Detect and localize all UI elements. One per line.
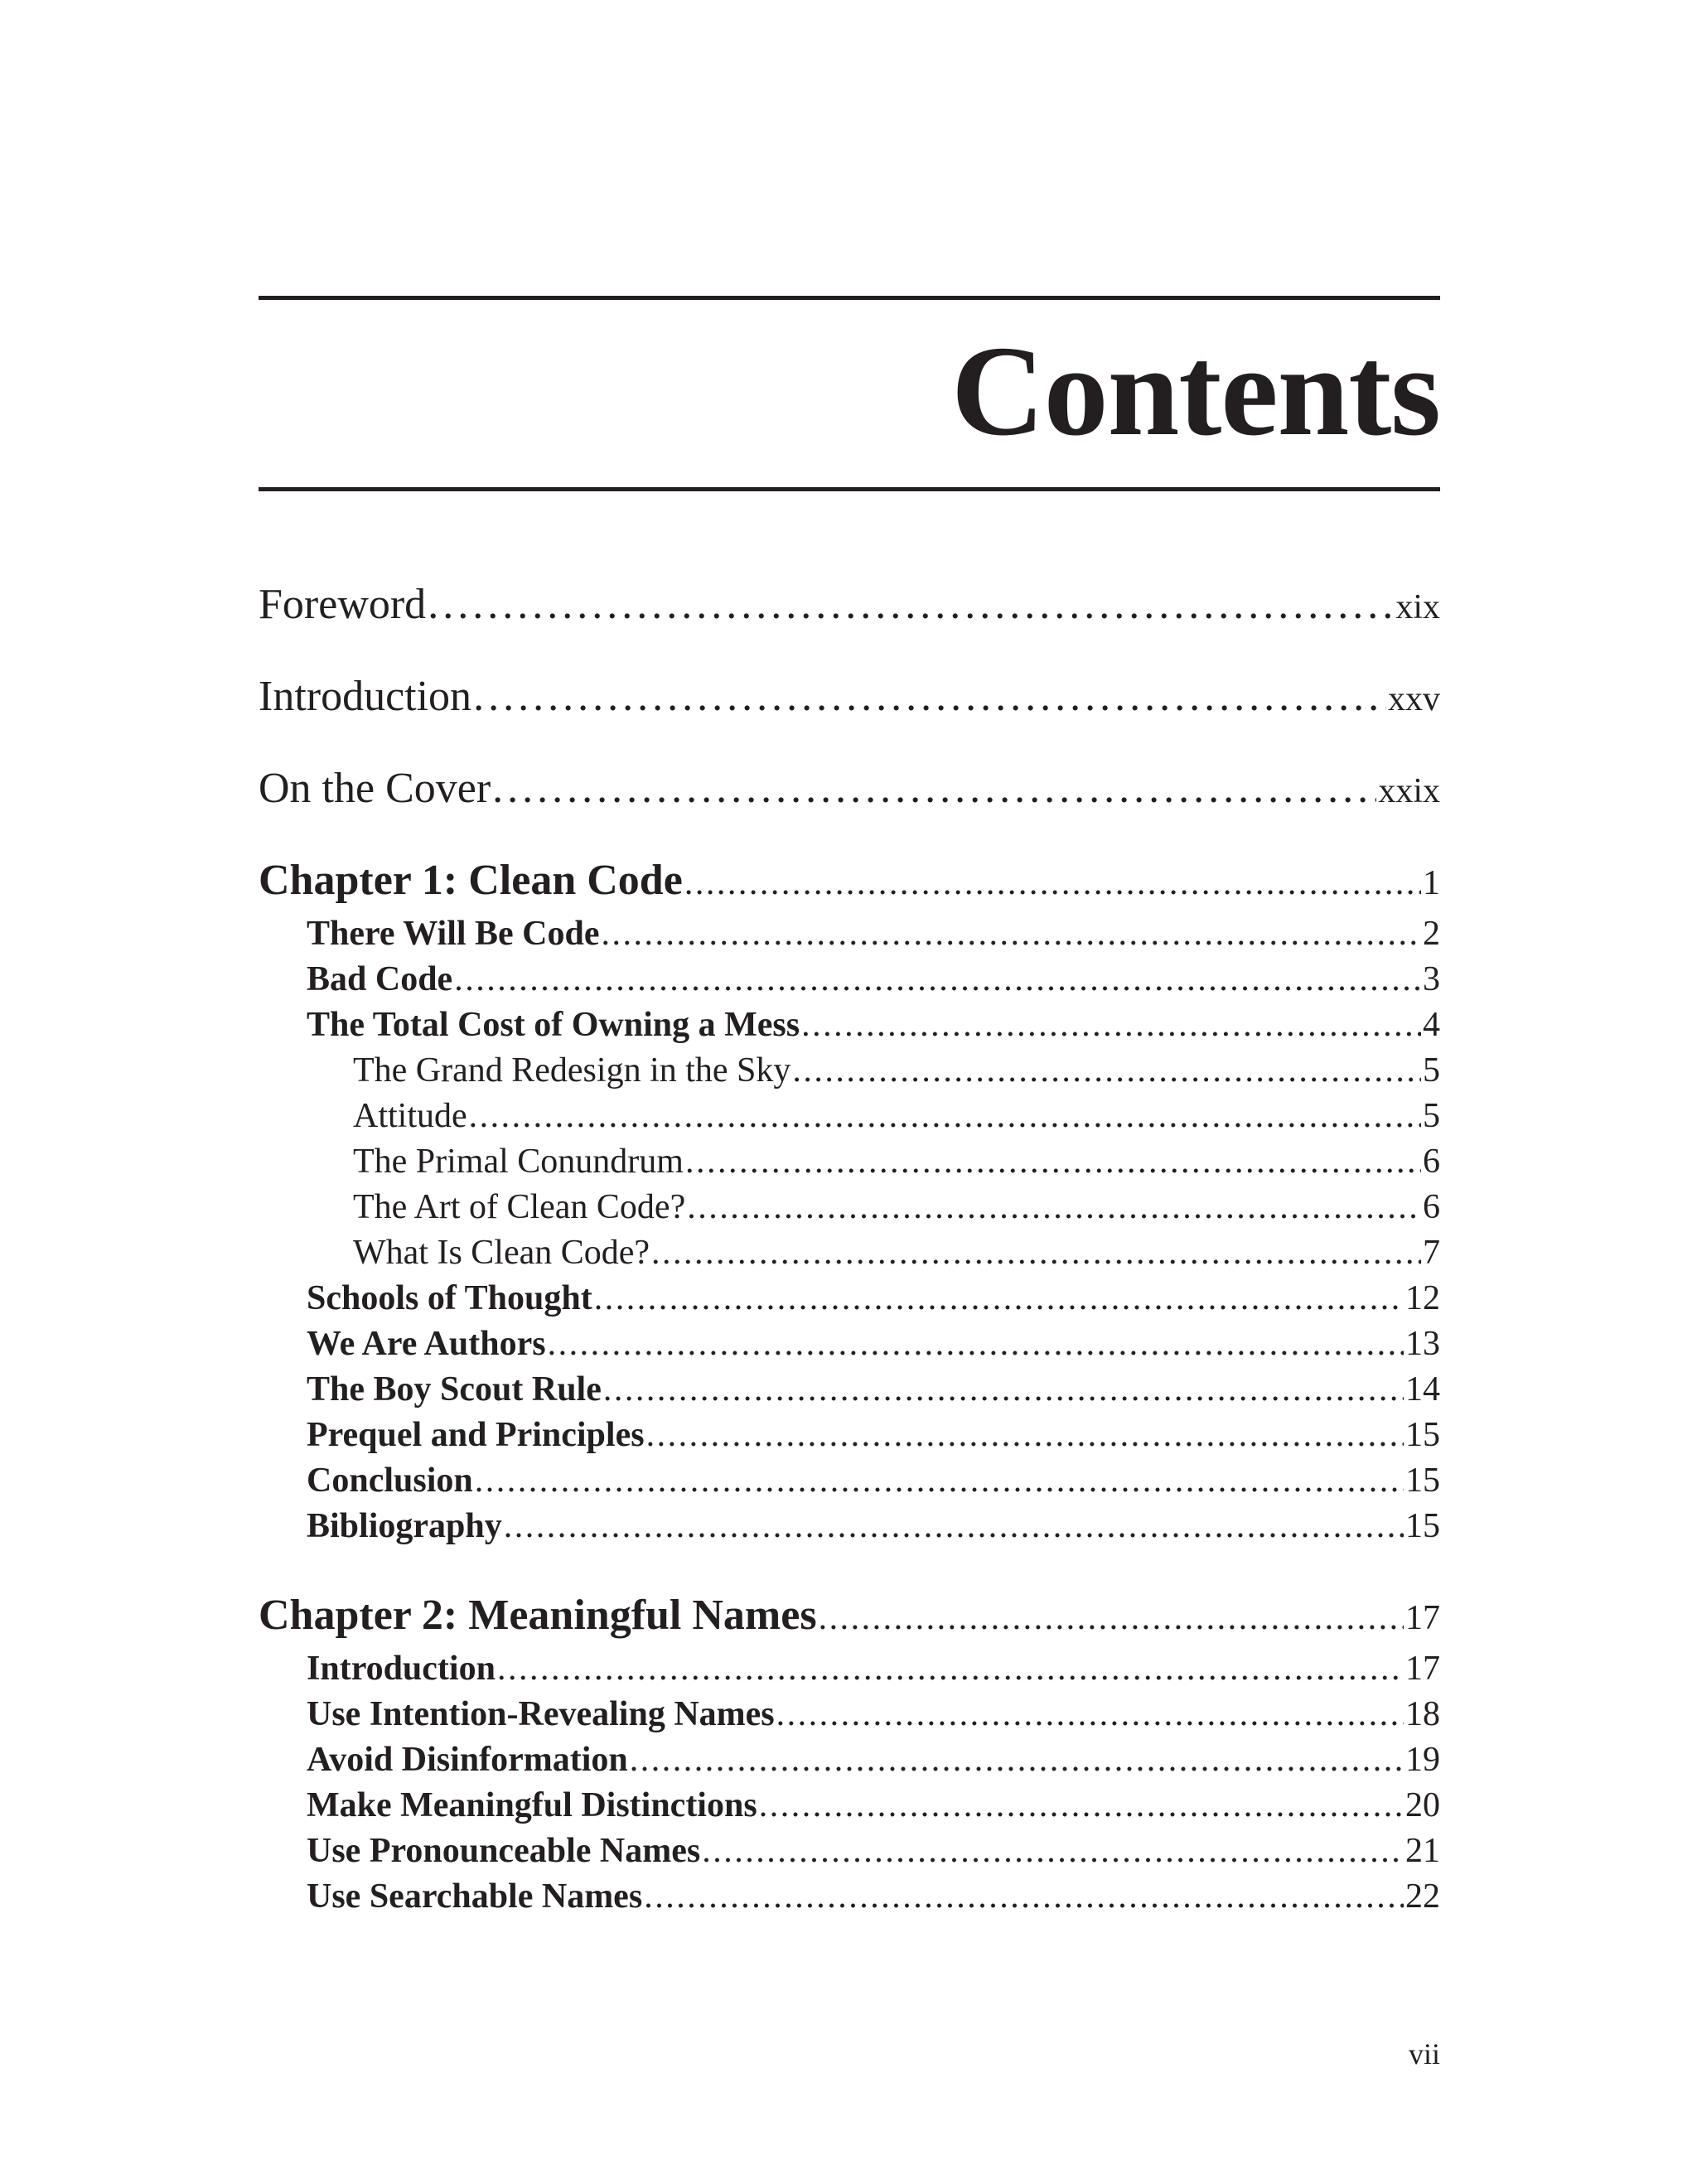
toc-entry-label: Use Pronounceable Names	[307, 1832, 701, 1870]
toc-entry-page: 1	[1423, 864, 1440, 902]
toc-section[interactable]	[259, 1278, 1440, 1318]
toc-section[interactable]	[259, 1005, 1440, 1045]
toc-entry-page: 5	[1423, 1051, 1440, 1090]
toc-entry-page: 18	[1405, 1695, 1440, 1733]
toc-entry-page: xxv	[1388, 680, 1440, 718]
toc-entry-page: 6	[1423, 1188, 1440, 1226]
toc-section[interactable]	[259, 1415, 1440, 1455]
toc-subsection[interactable]	[259, 1187, 1440, 1227]
toc-entry-page: 5	[1423, 1097, 1440, 1135]
dot-leader	[504, 1506, 1404, 1546]
dot-leader	[492, 764, 1376, 813]
toc-section[interactable]	[259, 959, 1440, 999]
toc-entry-page: 6	[1423, 1143, 1440, 1181]
toc-entry-page: 13	[1405, 1325, 1440, 1363]
toc-entry-label: The Boy Scout Rule	[307, 1370, 602, 1408]
toc-section[interactable]	[259, 1694, 1440, 1734]
dot-leader	[473, 672, 1386, 721]
toc-entry-label: The Art of Clean Code?	[353, 1188, 686, 1226]
toc-entry-page: 19	[1405, 1741, 1440, 1779]
toc-entry-label: Chapter 2: Meaningful Names	[259, 1592, 817, 1639]
toc-entry-page: xxix	[1378, 772, 1440, 810]
dot-leader	[651, 1233, 1421, 1273]
toc-entry-label: Chapter 1: Clean Code	[259, 857, 683, 904]
toc-section[interactable]	[259, 1785, 1440, 1825]
toc-entry-page: 7	[1423, 1234, 1440, 1272]
dot-leader	[603, 1370, 1404, 1409]
dot-leader	[776, 1694, 1404, 1734]
toc-subsection[interactable]	[259, 1142, 1440, 1181]
dot-leader	[646, 1415, 1404, 1455]
toc-entry-page: 14	[1405, 1370, 1440, 1408]
toc-entry-label: We Are Authors	[307, 1325, 546, 1363]
dot-leader	[548, 1324, 1404, 1364]
dot-leader	[687, 1187, 1421, 1227]
dot-leader	[759, 1785, 1404, 1825]
toc-subsection[interactable]	[259, 1051, 1440, 1090]
title-rule-bottom	[259, 487, 1440, 491]
toc-entry-introduction[interactable]	[259, 672, 1440, 721]
page-title: Contents	[950, 319, 1440, 462]
dot-leader	[602, 914, 1421, 954]
toc-section[interactable]	[259, 1740, 1440, 1780]
toc-entry-label: Schools of Thought	[307, 1279, 592, 1317]
dot-leader	[684, 863, 1421, 903]
toc-section[interactable]	[259, 1831, 1440, 1871]
toc-entry-label: The Primal Conundrum	[353, 1143, 684, 1181]
toc-chapter-2[interactable]	[259, 1591, 1440, 1640]
toc-section[interactable]	[259, 1877, 1440, 1916]
toc-entry-label: Bibliography	[307, 1507, 502, 1545]
dot-leader	[702, 1831, 1404, 1871]
dot-leader	[497, 1649, 1404, 1689]
toc-subsection[interactable]	[259, 1096, 1440, 1136]
toc-entry-page: 2	[1423, 915, 1440, 953]
toc-entry-foreword[interactable]	[259, 580, 1440, 629]
toc-entry-page: 20	[1405, 1786, 1440, 1824]
toc-entry-label: Prequel and Principles	[307, 1416, 645, 1454]
toc-entry-label: Conclusion	[307, 1462, 473, 1500]
toc-entry-label: The Total Cost of Owning a Mess	[307, 1006, 800, 1044]
toc-entry-label: There Will Be Code	[307, 915, 600, 953]
toc-section[interactable]	[259, 914, 1440, 954]
dot-leader	[644, 1877, 1404, 1916]
dot-leader	[428, 580, 1394, 629]
title-rule-top	[259, 296, 1440, 300]
toc-entry-label: Avoid Disinformation	[307, 1741, 628, 1779]
toc-section[interactable]	[259, 1370, 1440, 1409]
dot-leader	[819, 1598, 1404, 1638]
dot-leader	[469, 1096, 1421, 1136]
toc-entry-label: Attitude	[353, 1097, 467, 1135]
toc-section[interactable]	[259, 1324, 1440, 1364]
dot-leader	[685, 1142, 1421, 1181]
toc-entry-label: Foreword	[259, 581, 427, 628]
toc-entry-page: 17	[1405, 1599, 1440, 1637]
toc-entry-page: 17	[1405, 1650, 1440, 1688]
page-number: vii	[1408, 2037, 1440, 2070]
toc-section[interactable]	[259, 1461, 1440, 1500]
dot-leader	[792, 1051, 1421, 1090]
toc-entry-label: Bad Code	[307, 960, 453, 998]
toc-entry-page: 15	[1405, 1416, 1440, 1454]
toc-entry-label: What Is Clean Code?	[353, 1234, 650, 1272]
toc-entry-label: Use Searchable Names	[307, 1877, 643, 1916]
toc-entry-label: Make Meaningful Distinctions	[307, 1786, 757, 1824]
toc-entry-page: 15	[1405, 1507, 1440, 1545]
toc-entry-page: 12	[1405, 1279, 1440, 1317]
toc-entry-page: 3	[1423, 960, 1440, 998]
toc-entry-label: The Grand Redesign in the Sky	[353, 1051, 791, 1090]
toc-section[interactable]	[259, 1506, 1440, 1546]
dot-leader	[475, 1461, 1404, 1500]
dot-leader	[454, 959, 1421, 999]
dot-leader	[594, 1278, 1404, 1318]
toc-entry-page: 22	[1405, 1877, 1440, 1916]
toc-entry-page: 15	[1405, 1462, 1440, 1500]
toc-entry-label: Introduction	[259, 673, 472, 720]
toc-entry-page: 4	[1423, 1006, 1440, 1044]
toc-chapter-1[interactable]	[259, 856, 1440, 905]
toc-entry-page: xix	[1395, 588, 1440, 626]
toc-entry-label: Use Intention-Revealing Names	[307, 1695, 775, 1733]
dot-leader	[630, 1740, 1404, 1780]
toc-entry-label: On the Cover	[259, 765, 491, 812]
toc-entry-label: Introduction	[307, 1650, 496, 1688]
toc-entry-page: 21	[1405, 1832, 1440, 1870]
toc-section[interactable]	[259, 1649, 1440, 1689]
toc-subsection[interactable]	[259, 1233, 1440, 1273]
toc-entry-on-the-cover[interactable]	[259, 764, 1440, 813]
dot-leader	[801, 1005, 1421, 1045]
